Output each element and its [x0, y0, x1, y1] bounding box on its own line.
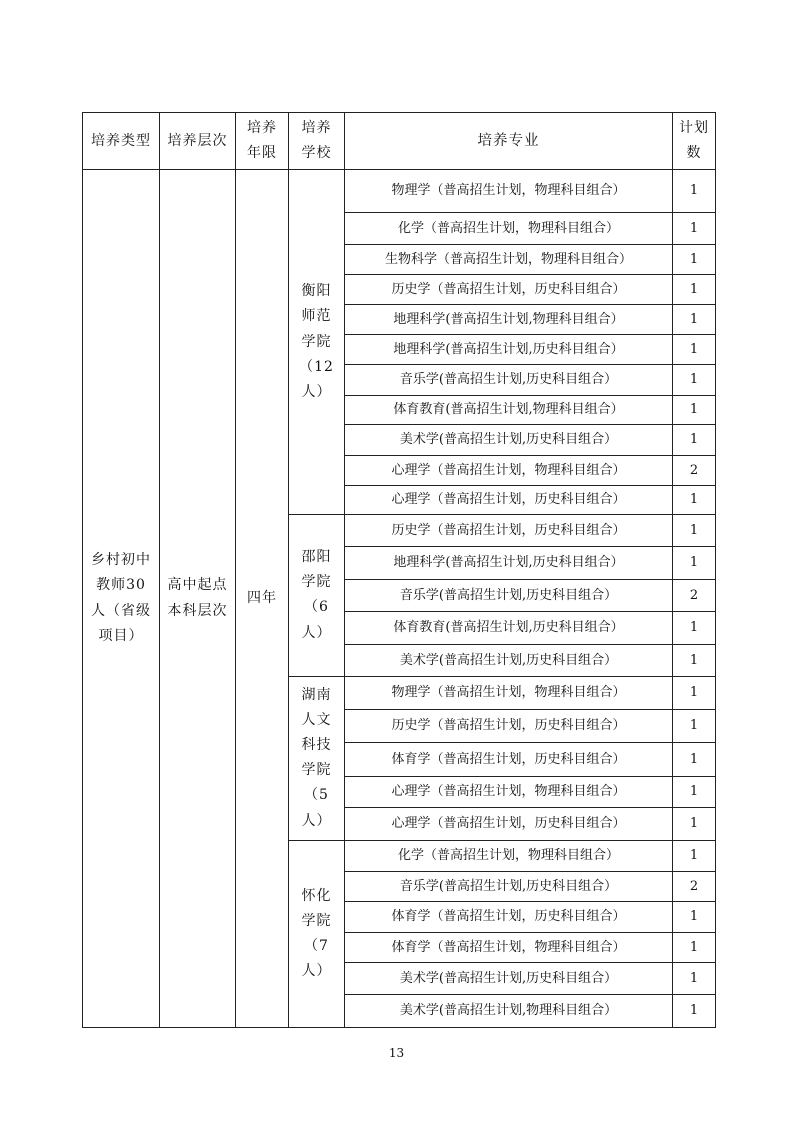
school-cell: 怀化学院（7人） — [289, 840, 345, 1027]
count-cell: 2 — [673, 579, 716, 612]
major-cell: 音乐学(普高招生计划,历史科目组合） — [345, 871, 673, 902]
count-cell: 1 — [673, 932, 716, 963]
major-cell: 美术学(普高招生计划,历史科目组合） — [345, 644, 673, 676]
major-cell: 历史学（普高招生计划，历史科目组合） — [345, 275, 673, 305]
major-cell: 体育学（普高招生计划，物理科目组合） — [345, 932, 673, 963]
major-cell: 地理科学(普高招生计划,历史科目组合） — [345, 546, 673, 579]
count-cell: 1 — [673, 612, 716, 645]
count-cell: 1 — [673, 902, 716, 933]
count-cell: 1 — [673, 334, 716, 365]
table-header-row — [83, 113, 716, 170]
header-major: 培养专业 — [345, 113, 673, 170]
count-cell: 2 — [673, 456, 716, 486]
school-cell: 邵阳学院（6人） — [289, 515, 345, 676]
count-cell: 2 — [673, 871, 716, 902]
major-cell: 体育学（普高招生计划，历史科目组合） — [345, 902, 673, 933]
page-number: 13 — [388, 1046, 405, 1060]
count-cell: 1 — [673, 710, 716, 743]
years-cell: 四年 — [236, 170, 289, 1028]
count-cell: 1 — [673, 425, 716, 456]
major-cell: 化学（普高招生计划，物理科目组合） — [345, 840, 673, 871]
count-cell: 1 — [673, 742, 716, 776]
major-cell: 历史学（普高招生计划，历史科目组合） — [345, 515, 673, 547]
major-cell: 音乐学(普高招生计划,历史科目组合） — [345, 365, 673, 396]
type-cell: 乡村初中教师30人（省级项目） — [83, 170, 160, 1028]
major-cell: 美术学(普高招生计划,历史科目组合） — [345, 425, 673, 456]
major-cell: 体育教育(普高招生计划,物理科目组合） — [345, 395, 673, 425]
count-cell: 1 — [673, 995, 716, 1028]
major-cell: 化学（普高招生计划，物理科目组合） — [345, 213, 673, 245]
major-cell: 心理学（普高招生计划，历史科目组合） — [345, 485, 673, 515]
major-cell: 心理学（普高招生计划，历史科目组合） — [345, 808, 673, 841]
count-cell: 1 — [673, 244, 716, 275]
count-cell: 1 — [673, 395, 716, 425]
count-cell: 1 — [673, 485, 716, 515]
count-cell: 1 — [673, 304, 716, 334]
header-years: 培养年限 — [236, 113, 289, 170]
school-cell: 衡阳师范学院（12人） — [289, 170, 345, 515]
count-cell: 1 — [673, 776, 716, 808]
count-cell: 1 — [673, 275, 716, 305]
table-row — [83, 170, 716, 213]
major-cell: 地理科学(普高招生计划,历史科目组合） — [345, 334, 673, 365]
count-cell: 1 — [673, 365, 716, 396]
header-count: 计划数 — [673, 113, 716, 170]
major-cell: 心理学（普高招生计划，物理科目组合） — [345, 776, 673, 808]
major-cell: 生物科学（普高招生计划，物理科目组合） — [345, 244, 673, 275]
count-cell: 1 — [673, 546, 716, 579]
count-cell: 1 — [673, 515, 716, 547]
major-cell: 历史学（普高招生计划，历史科目组合） — [345, 710, 673, 743]
header-level: 培养层次 — [160, 113, 236, 170]
header-school: 培养学校 — [289, 113, 345, 170]
count-cell: 1 — [673, 170, 716, 213]
header-type: 培养类型 — [83, 113, 160, 170]
count-cell: 1 — [673, 808, 716, 841]
major-cell: 物理学（普高招生计划，物理科目组合） — [345, 170, 673, 213]
major-cell: 体育学（普高招生计划，历史科目组合） — [345, 742, 673, 776]
major-cell: 物理学（普高招生计划，物理科目组合） — [345, 676, 673, 710]
major-cell: 美术学(普高招生计划,历史科目组合） — [345, 963, 673, 995]
major-cell: 心理学（普高招生计划，物理科目组合） — [345, 456, 673, 486]
major-cell: 地理科学(普高招生计划,物理科目组合） — [345, 304, 673, 334]
count-cell: 1 — [673, 840, 716, 871]
major-cell: 体育教育(普高招生计划,历史科目组合） — [345, 612, 673, 645]
enrollment-plan-table — [82, 112, 716, 1028]
major-cell: 音乐学(普高招生计划,历史科目组合） — [345, 579, 673, 612]
level-cell: 高中起点本科层次 — [160, 170, 236, 1028]
count-cell: 1 — [673, 676, 716, 710]
major-cell: 美术学(普高招生计划,物理科目组合） — [345, 995, 673, 1028]
count-cell: 1 — [673, 963, 716, 995]
count-cell: 1 — [673, 644, 716, 676]
school-cell: 湖南人文科技学院（5人） — [289, 676, 345, 840]
count-cell: 1 — [673, 213, 716, 245]
